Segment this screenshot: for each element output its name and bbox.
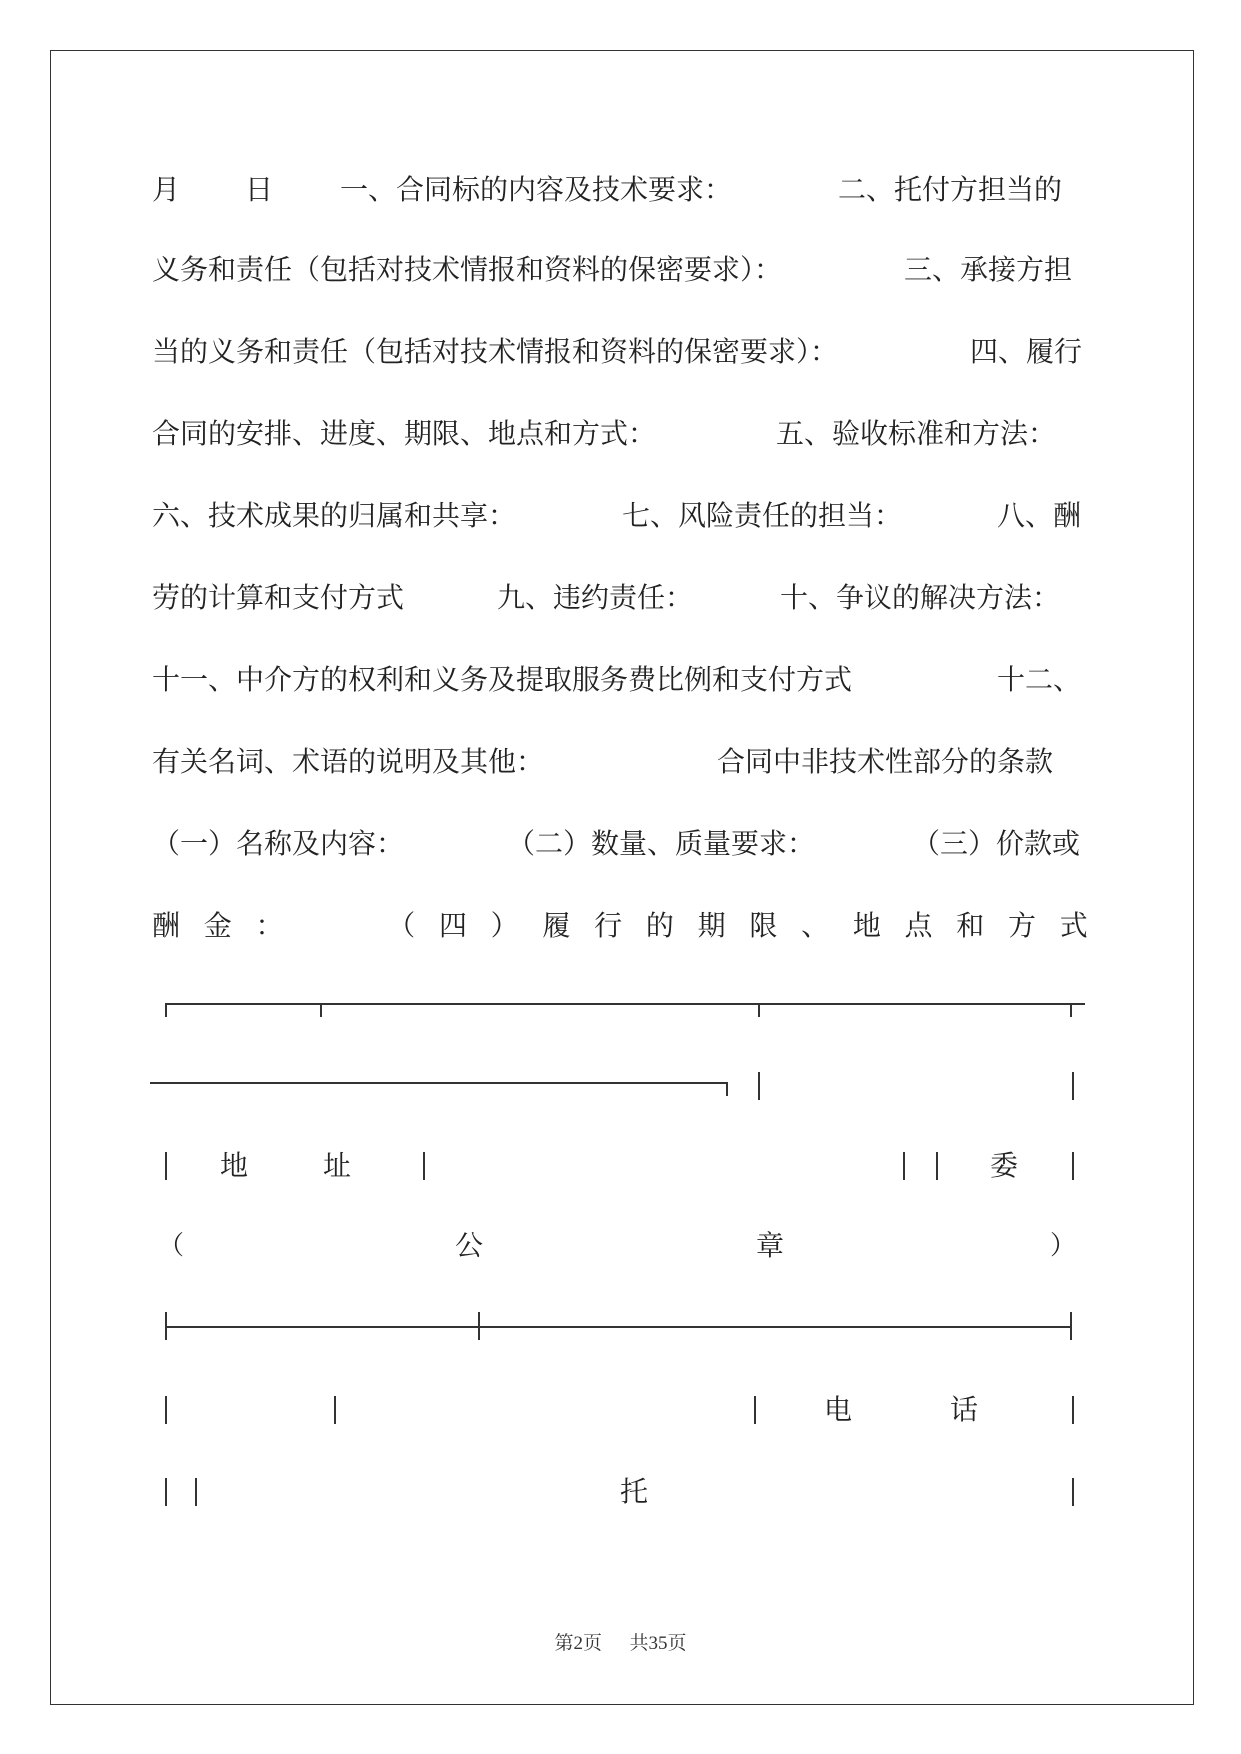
table-rule (165, 1326, 1071, 1328)
table-tick (165, 1003, 167, 1017)
text-segment: 劳的计算和支付方式 (152, 581, 405, 614)
text-segment: 九、违约责任： (497, 581, 694, 614)
text-segment: 五、验收标准和方法： (776, 417, 1057, 450)
table-tick (478, 1312, 480, 1340)
text-segment: 三、承接方担 (904, 253, 1073, 286)
text-segment: 义务和责任（包括对技术情报和资料的保密要求）： (152, 253, 783, 286)
text-line-4 (152, 414, 1088, 454)
text-char: ） (490, 909, 519, 942)
table-divider (1072, 1478, 1074, 1506)
text-segment: 当的义务和责任（包括对技术情报和资料的保密要求）： (152, 335, 839, 368)
text-char: （ (387, 909, 416, 942)
text-line-6 (152, 578, 1088, 618)
text-line-5 (152, 496, 1088, 536)
text-segment: 合同的安排、进度、期限、地点和方式： (152, 417, 657, 450)
text-char: 履 (542, 909, 571, 942)
table-divider (165, 1152, 167, 1180)
text-segment: 一、合同标的内容及技术要求： (340, 173, 733, 206)
text-char: 金 (203, 909, 232, 942)
table-tick (758, 1003, 760, 1017)
text-char: 四 (438, 909, 467, 942)
text-char: 式 (1059, 909, 1088, 942)
table-label: 址 (323, 1149, 352, 1182)
text-line-8 (152, 742, 1088, 782)
text-line-7 (152, 660, 1088, 700)
text-char: 、 (801, 909, 830, 942)
table-divider (195, 1478, 197, 1506)
table-tick (320, 1003, 322, 1017)
text-line-3 (152, 332, 1088, 372)
table-label: 电 (824, 1393, 853, 1426)
table-tick (726, 1082, 728, 1096)
table-divider (1072, 1072, 1074, 1100)
text-segment: 四、履行 (970, 335, 1083, 368)
text-char: 酬 (152, 909, 181, 942)
table-tick (165, 1312, 167, 1340)
table-divider (1072, 1152, 1074, 1180)
text-char: 的 (645, 909, 674, 942)
text-line-10 (152, 906, 1088, 946)
page-number: 第2页 (554, 1633, 602, 1654)
table-divider (165, 1396, 167, 1424)
table-label: 话 (950, 1393, 979, 1426)
text-segment: 有关名词、术语的说明及其他： (152, 745, 545, 778)
table-label: 公 (455, 1229, 484, 1262)
text-segment: 六、技术成果的归属和共享： (152, 499, 517, 532)
text-char: 方 (1008, 909, 1037, 942)
table-label: 章 (756, 1229, 785, 1262)
text-segment: 八、酬 (997, 499, 1082, 532)
table-divider (903, 1152, 905, 1180)
text-segment: 月 (152, 173, 181, 206)
table-label: 地 (220, 1149, 249, 1182)
table-label: ） (1050, 1231, 1077, 1261)
table-divider (936, 1152, 938, 1180)
text-segment: 七、风险责任的担当： (622, 499, 903, 532)
table-label: 委 (990, 1149, 1019, 1182)
text-char: 地 (852, 909, 881, 942)
table-divider (1072, 1396, 1074, 1424)
text-segment: 日 (245, 173, 274, 206)
table-divider (758, 1072, 760, 1100)
table-label: 托 (620, 1475, 649, 1508)
table-divider (165, 1478, 167, 1506)
table-label: （ (158, 1231, 185, 1261)
text-char: 点 (904, 909, 933, 942)
text-segment: （三）价款或 (912, 827, 1081, 860)
text-segment: 二、托付方担当的 (838, 173, 1063, 206)
text-char: 限 (749, 909, 778, 942)
text-line-9 (152, 824, 1088, 864)
table-tick (1070, 1312, 1072, 1340)
text-char: 行 (594, 909, 623, 942)
table-divider (334, 1396, 336, 1424)
page-footer (0, 1628, 1241, 1655)
table-divider (423, 1152, 425, 1180)
text-segment: 十、争议的解决方法： (780, 581, 1061, 614)
text-segment: 十二、 (997, 663, 1082, 696)
table-tick (1070, 1003, 1072, 1017)
table-rule (165, 1003, 1085, 1005)
page-border (50, 50, 1194, 1705)
text-segment: 合同中非技术性部分的条款 (717, 745, 1054, 778)
text-line-2 (152, 250, 1088, 290)
text-char: ： (255, 909, 284, 942)
text-segment: （一）名称及内容： (152, 827, 405, 860)
table-rule (150, 1082, 726, 1084)
text-char: 期 (697, 909, 726, 942)
text-char: 和 (956, 909, 985, 942)
page-total: 共35页 (629, 1633, 687, 1654)
text-line-1 (152, 170, 1088, 210)
text-segment: （二）数量、质量要求： (507, 827, 816, 860)
text-segment: 十一、中介方的权利和义务及提取服务费比例和支付方式 (152, 663, 853, 696)
table-divider (754, 1396, 756, 1424)
